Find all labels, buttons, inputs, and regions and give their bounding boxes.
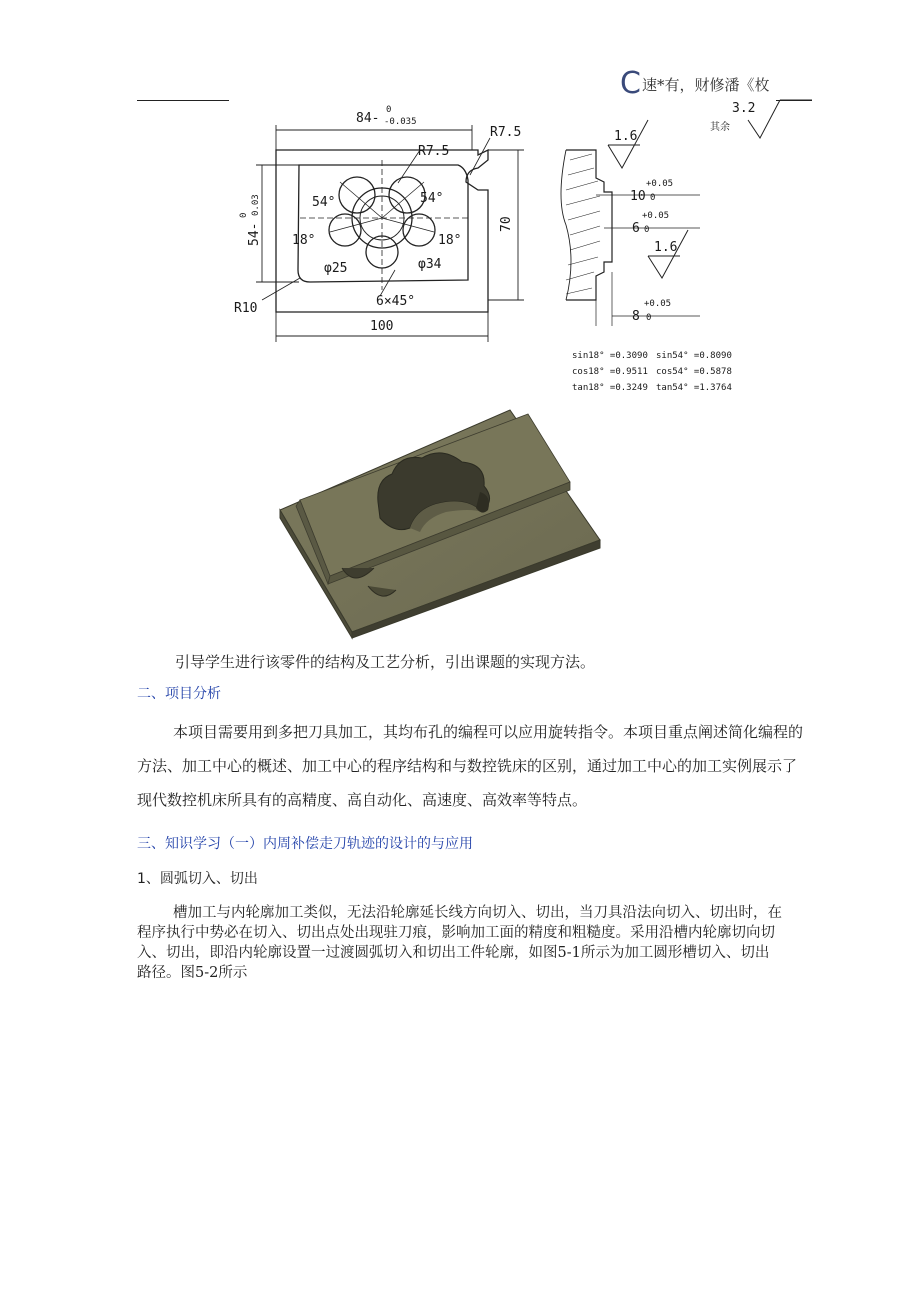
trig-tan54: tan54° =1.3764 [656,383,732,393]
header-label: 速*有，财修潘《枚 [641,76,770,94]
analysis-paragraph [137,715,817,817]
dim-depth-8: 8 [632,309,640,324]
roughness-corner: 3.2 [732,101,756,116]
technical-drawing [0,0,920,410]
dim-depth-6: 6 [632,221,640,236]
heading-project-analysis-text: 二、项目分析 [137,686,221,702]
dim-bottom-width: 100 [370,319,394,334]
dim-phi-small: φ25 [324,261,348,276]
dim-left-tol-upper: 0 [239,212,249,218]
section-view [561,100,812,326]
analysis-line-1 [137,715,817,749]
dim-depth-10-tol-l: 0 [650,193,656,203]
heading-knowledge [137,826,473,861]
analysis-line-3 [137,783,817,817]
intro-text: 引导学生进行该零件的结构及工艺分析，引出课题的实现方法。 [175,653,596,671]
analysis-line-2 [137,749,817,783]
trig-tan18: tan18° =0.3249 [572,383,648,393]
intro-paragraph [175,645,595,679]
trig-cos54: cos54° =0.5878 [656,367,732,377]
trig-sin54: sin54° =0.8090 [656,351,732,361]
dim-left-tol-lower: 0.03 [251,194,261,216]
arc-line-3-text: 入、切出，即沿内轮廓设置一过渡圆弧切入和切出工件轮廓，如图5-1所示为加工圆形槽切入、切出 [137,945,770,961]
dim-chamfer: 6×45° [376,294,416,309]
header-letter: C [620,66,641,101]
dim-angle-right-top: 54° [420,191,444,206]
analysis-line-3-text: 现代数控机床所具有的高精度、高自动化、高速度、高效率等特点。 [137,791,588,809]
roughness-top: 1.6 [614,129,638,144]
analysis-line-1-text: 本项目需要用到多把刀具加工，其均布孔的编程可以应用旋转指令。本项目重点阐述简化编程的 [173,723,804,741]
dim-depth-6-tol-u: +0.05 [642,211,670,221]
dim-angle-right: 18° [438,233,462,248]
trig-table [572,351,732,393]
arc-line-3 [137,943,827,963]
heading-arc-in-out-text: 1、圆弧切入、切出 [137,871,258,887]
dim-corner-r-right: R7.5 [490,125,522,140]
dim-top-tol-lower: -0.035 [384,117,417,127]
arc-line-4 [137,963,827,983]
dim-depth-6-tol-l: 0 [644,225,650,235]
dim-corner-r-bottom: R10 [234,301,258,316]
analysis-line-2-text: 方法、加工中心的概述、加工中心的程序结构和与数控铣床的区别，通过加工中心的加工实例展示了 [137,757,798,775]
roughness-corner-label: 其余 [710,122,730,133]
arc-line-1 [137,903,827,923]
dim-depth-8-tol-l: 0 [646,313,652,323]
arc-line-2-text: 程序执行中势必在切入、切出点处出现驻刀痕，影响加工面的精度和粗糙度。采用沿槽内轮廓切向切 [137,925,775,941]
arc-line-4-text: 路径。图5-2所示 [137,965,248,981]
dim-phi-large: φ34 [418,257,442,272]
dim-depth-8-tol-u: +0.05 [644,299,672,309]
dim-top-width-main: 84- [356,111,380,126]
roughness-mid: 1.6 [654,240,678,255]
trig-cos18: cos18° =0.9511 [572,367,648,377]
heading-project-analysis [137,677,221,711]
dim-right-height: 70 [499,216,514,232]
dim-corner-r-top: R7.5 [418,144,450,159]
dim-angle-left: 18° [292,233,316,248]
dim-top-tol-upper: 0 [386,105,392,115]
dim-depth-10: 10 [630,189,646,204]
dim-left-height: 54- [247,222,262,246]
arc-line-1-text: 槽加工与内轮廓加工类似，无法沿轮廓延长线方向切入、切出，当刀具沿法向切入、切出时，在 [173,905,782,921]
dim-angle-left-top: 54° [312,195,336,210]
dim-depth-10-tol-u: +0.05 [646,179,674,189]
arc-paragraph [137,903,827,983]
heading-knowledge-text: 三、知识学习（一）内周补偿走刀轨迹的设计的与应用 [137,836,473,852]
trig-sin18: sin18° =0.3090 [572,351,648,361]
arc-line-2 [137,923,827,943]
heading-arc-in-out [137,862,258,896]
part-3d-render [270,400,610,645]
